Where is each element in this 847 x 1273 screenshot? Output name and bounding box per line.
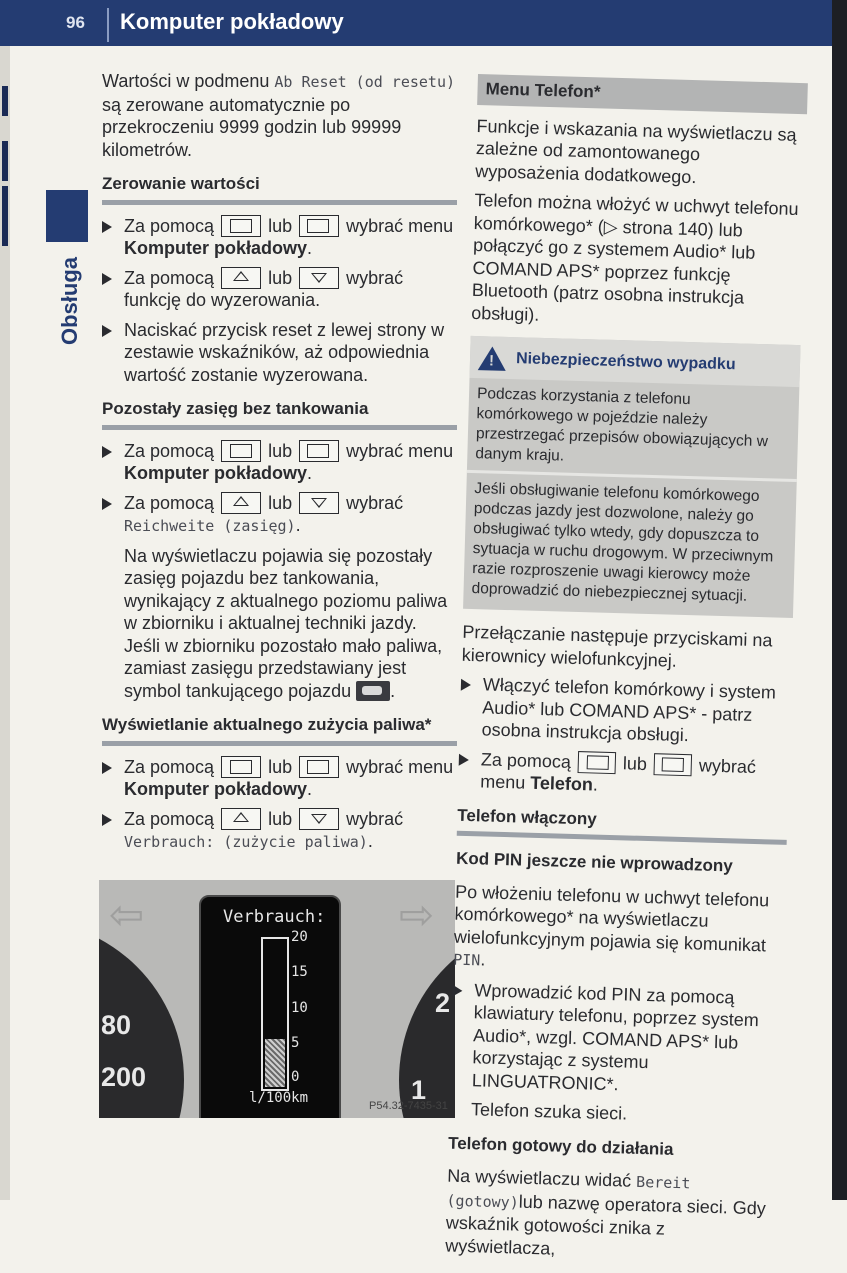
text: lub [268, 215, 293, 236]
menu-left-key-icon [221, 440, 261, 462]
menu-left-key-icon [578, 751, 617, 774]
stack-mark [2, 86, 8, 116]
section-heading: Menu Telefon* [477, 74, 808, 114]
intro-paragraph [102, 70, 457, 161]
text: Za pomocą [124, 440, 215, 461]
paragraph: Telefon można włożyć w uchwyt telefonu komórkowego* (▷ strona 140) lub połączyć go z systemem Audio* lub COMAND APS* poprzez funkcję Bluetooth (patrz osobna instrukcja obsługi). [471, 189, 799, 325]
menu-left-key-icon [221, 756, 261, 778]
menu-right-key-icon [299, 756, 339, 778]
step-list [102, 215, 457, 387]
text: lub [268, 440, 293, 461]
menu-right-key-icon [299, 440, 339, 462]
text: Naciskać przycisk reset z lewej strony w zestawie wskaźników, aż odpowiednia wartość zostanie wyzerowana. [124, 319, 445, 385]
page-title: Komputer pokładowy [120, 9, 344, 34]
page-stack [0, 46, 10, 1200]
section-side-label [55, 248, 85, 358]
unit-label: l/100km [249, 1090, 309, 1106]
display-title: Verbrauch: [223, 907, 326, 927]
list-item [102, 319, 457, 387]
stack-mark [2, 141, 8, 181]
text: Za pomocą [124, 756, 215, 777]
menu-name: Komputer pokładowy [124, 779, 308, 799]
bullet-icon [102, 325, 112, 337]
scale-tick-label: 15 [291, 964, 308, 980]
text: . [307, 779, 313, 799]
warning-icon [478, 346, 507, 371]
text: Na wyświetlaczu pojawia się pozostały zasięg pojazdu bez tankowania, wynikający z aktualnego poziomu paliwa w zbiorniku i aktualnej techniki jazdy. Jeśli w zbiorniku pozostało mało paliwa, zamiast zasięgu przedstawiany jest symbol tankującego pojazdu [124, 545, 448, 701]
text: . [390, 680, 396, 701]
section-tab [46, 190, 88, 242]
menu-name: Telefon [529, 772, 594, 795]
warning-paragraph: Podczas korzystania z telefonu komórkowego w pojeździe należy przestrzegać przepisów obowiązujących w danym kraju. [475, 385, 769, 465]
text: Wprowadzić kod PIN za pomocą klawiatury telefonu, poprzez system Audio*, wzgl. COMAND APS* lub korzystając z systemu LINGUATRONIC*. [471, 979, 760, 1094]
list-item [102, 492, 457, 538]
consumption-bar-fill [265, 1039, 285, 1087]
bullet-icon [102, 221, 112, 233]
consumption-display [199, 895, 341, 1118]
list-item [102, 267, 457, 312]
text: Za pomocą [124, 215, 215, 236]
bullet-icon [102, 446, 112, 458]
bullet-icon [452, 984, 462, 996]
bullet-icon [461, 679, 471, 691]
text: Za pomocą [124, 808, 215, 829]
text: wybrać funkcję do wyzerowania. [124, 267, 404, 310]
menu-right-key-icon [299, 215, 339, 237]
refuel-symbol-icon [356, 681, 390, 701]
text: wybrać [346, 808, 404, 829]
display-text: Reichweite (zasięg) [124, 517, 296, 535]
section-heading: Telefon gotowy do działania [447, 1133, 674, 1159]
menu-right-key-icon [654, 753, 693, 776]
book-edge [832, 0, 847, 1200]
display-text: PIN [453, 950, 481, 970]
paragraph [453, 880, 785, 980]
text: Wartości w podmenu [102, 71, 275, 91]
page-number: 96 [66, 13, 85, 32]
consumption-bar [261, 937, 289, 1091]
header-divider [107, 8, 109, 42]
paragraph: Funkcje i wskazania na wyświetlaczu są zależne od zamontowanego wyposażenia dodatkowego. [475, 115, 797, 187]
text: Za pomocą [124, 492, 215, 513]
display-text: Verbrauch: (zużycie paliwa) [124, 833, 368, 851]
text: . [307, 463, 313, 483]
text: Po włożeniu telefonu w uchwyt telefonu komórkowego* na wyświetlaczu wielofunkcyjnym pojawia się komunikat [453, 881, 770, 955]
text: lub nazwę operatora sieci. Gdy wskaźnik gotowości znika z wyświetlacza, [445, 1191, 767, 1259]
list-item [102, 808, 457, 854]
tachometer [399, 920, 455, 1118]
section-heading: Telefon włączony [457, 804, 788, 845]
rpm-label: 1 [411, 1075, 427, 1105]
side-label-text: Obsługa [57, 257, 82, 346]
list-item [458, 747, 789, 801]
step-list [102, 756, 457, 854]
text: . [295, 515, 301, 535]
down-key-icon [299, 267, 339, 289]
text: Za pomocą [124, 267, 215, 288]
bullet-icon [102, 273, 112, 285]
text: wybrać [346, 492, 404, 513]
display-text: Ab Reset (od resetu) [274, 73, 456, 91]
text: . [307, 238, 313, 258]
text: Włączyć telefon komórkowy i system Audio* lub COMAND APS* - patrz osobna instrukcja obsługi. [481, 674, 777, 746]
menu-left-key-icon [221, 215, 261, 237]
list-item [459, 673, 791, 750]
bullet-icon [102, 762, 112, 774]
menu-name: Komputer pokładowy [124, 238, 308, 258]
step-list [102, 440, 457, 538]
step-list [458, 673, 791, 802]
warning-box [463, 336, 800, 618]
list-item [102, 756, 457, 801]
up-key-icon [221, 267, 261, 289]
display-text: Bereit (gotowy) [446, 1172, 691, 1212]
text: lub [268, 756, 293, 777]
text: lub [268, 492, 293, 513]
section-heading: Kod PIN jeszcze nie wprowadzony [455, 848, 734, 876]
left-column [102, 70, 457, 861]
section-heading: Wyświetlanie aktualnego zużycia paliwa* [102, 714, 457, 746]
photo-code: P54.32-7435-31 [369, 1100, 448, 1112]
warning-title [470, 336, 801, 387]
scale-tick-label: 0 [291, 1069, 300, 1085]
bullet-icon [459, 753, 469, 765]
speed-label: 200 [101, 1062, 147, 1092]
section-heading: Pozostały zasięg bez tankowania [102, 398, 457, 430]
paragraph: Telefon szuka sieci. [470, 1099, 628, 1124]
up-key-icon [221, 808, 261, 830]
rpm-label: 2 [435, 988, 451, 1018]
text: są zerowane automatycznie po przekroczeniu 9999 godzin lub 99999 kilometrów. [102, 94, 402, 160]
paragraph [445, 1165, 777, 1266]
info-paragraph [102, 545, 457, 703]
up-key-icon [221, 492, 261, 514]
text: lub [268, 267, 293, 288]
menu-name: Komputer pokładowy [124, 463, 308, 483]
speed-label: 80 [101, 1010, 132, 1040]
instrument-cluster-photo [99, 880, 455, 1118]
down-key-icon [299, 808, 339, 830]
scale-tick-label: 10 [291, 1000, 308, 1016]
warning-title-text: Niebezpieczeństwo wypadku [515, 349, 736, 374]
text: wybrać menu [346, 440, 454, 461]
text: . [592, 774, 599, 795]
step-list [450, 978, 783, 1100]
bullet-icon [102, 814, 112, 826]
scale-tick-label: 20 [291, 929, 308, 945]
page-header [0, 0, 835, 46]
text: . [367, 831, 373, 851]
text: wybrać menu [346, 756, 454, 777]
text: . [480, 949, 486, 970]
text: wybrać menu [479, 754, 757, 793]
text: wybrać menu [346, 215, 454, 236]
stack-mark [2, 186, 8, 246]
section-heading: Zerowanie wartości [102, 173, 457, 205]
text: Na wyświetlaczu widać [446, 1165, 637, 1191]
right-column [445, 74, 808, 1273]
bullet-icon [102, 498, 112, 510]
text: lub [622, 752, 648, 774]
paragraph: Przełączanie następuje przyciskami na kierownicy wielofunkcyjnej. [461, 621, 773, 671]
text: Za pomocą [480, 748, 572, 772]
list-item [102, 440, 457, 485]
text: lub [268, 808, 293, 829]
scale-tick-label: 5 [291, 1035, 300, 1051]
list-item [450, 978, 783, 1100]
right-arrow-icon: ⇨ [399, 891, 435, 938]
list-item [102, 215, 457, 260]
warning-paragraph: Jeśli obsługiwanie telefonu komórkowego podczas jazdy jest dozwolone, należy go obsługiwać tylko wtedy, gdy dopuszcza to sytuacja w ruchu drogowym. W przeciwnym razie rozproszenie uwagi kierowcy może doprowadzić do niebezpiecznej sytuacji. [471, 480, 774, 605]
down-key-icon [299, 492, 339, 514]
left-arrow-icon: ⇦ [109, 891, 145, 938]
